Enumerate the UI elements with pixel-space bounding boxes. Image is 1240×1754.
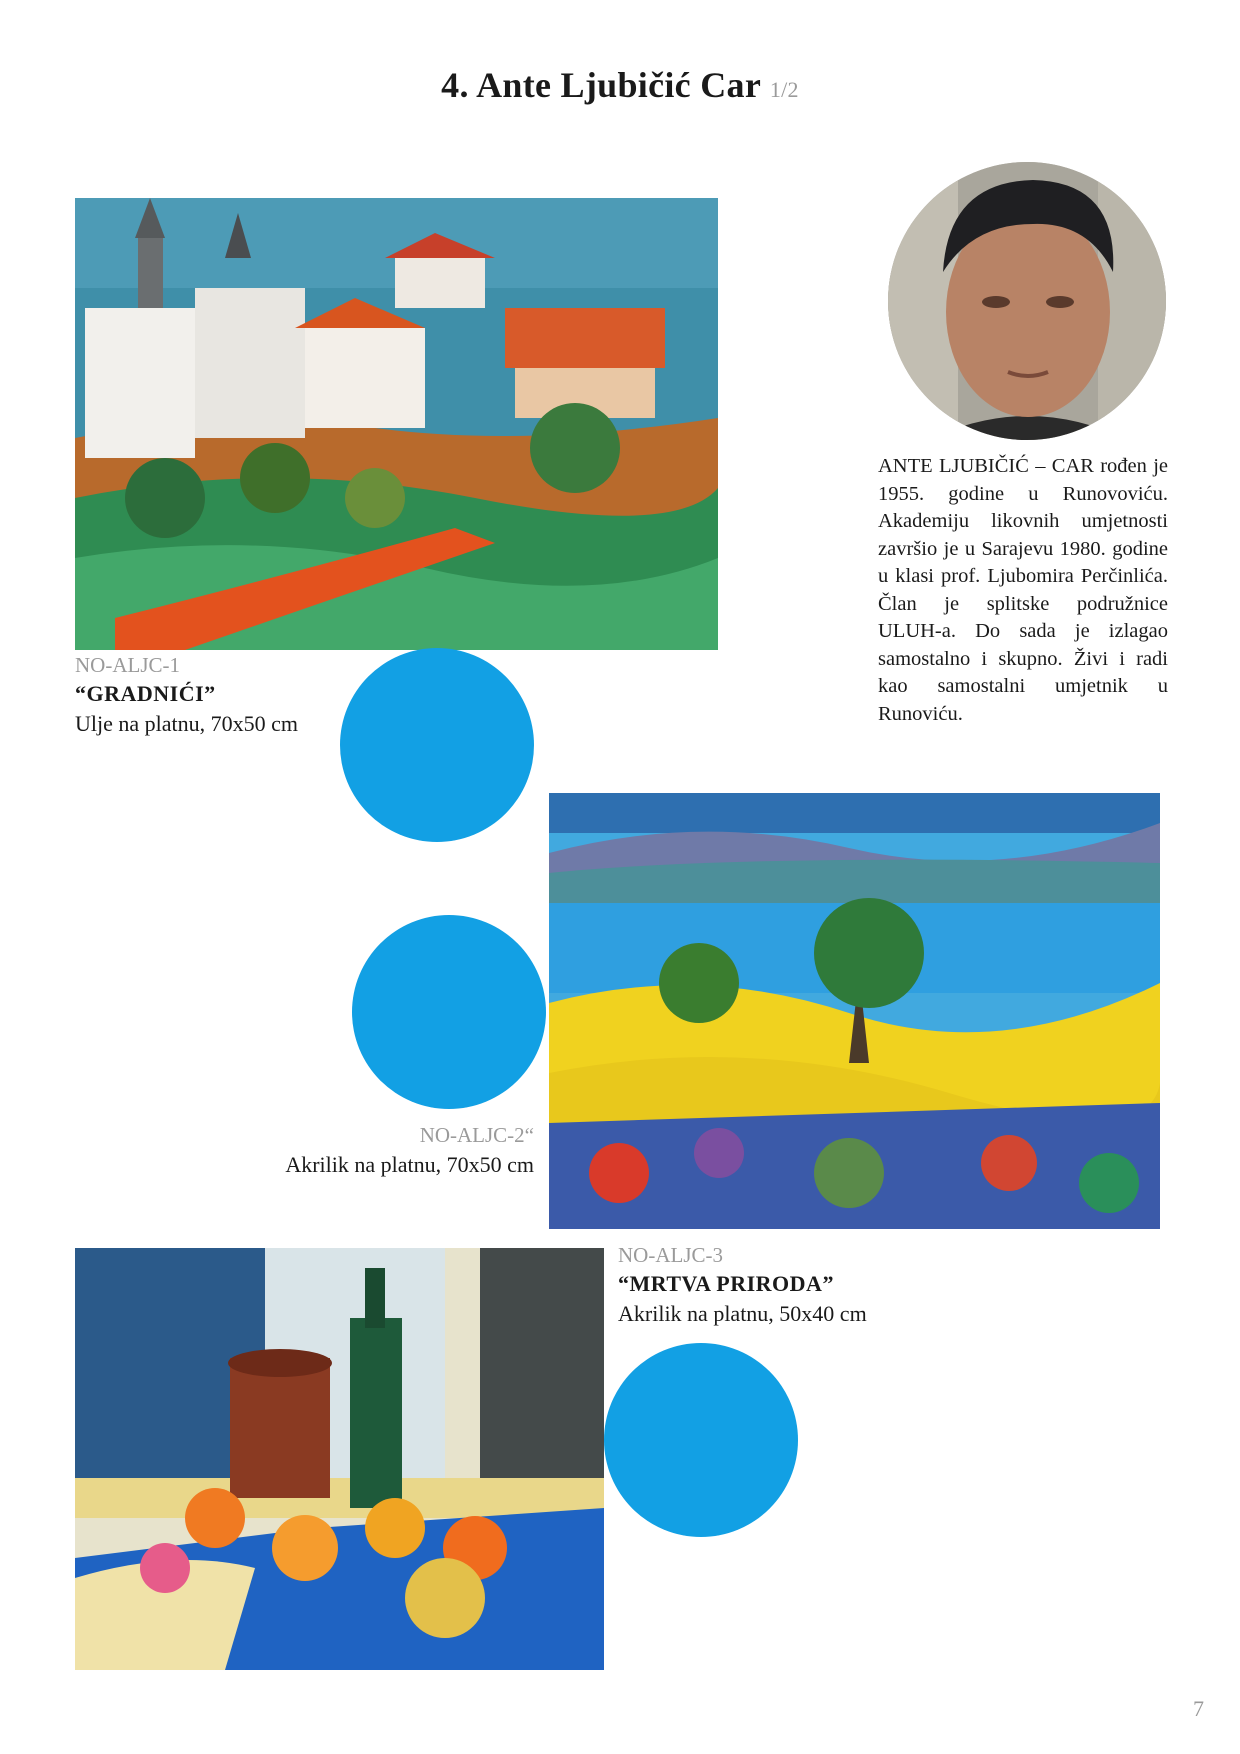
title-part: 1/2 bbox=[769, 77, 799, 102]
artwork-code: NO-ALJC-1 bbox=[75, 653, 180, 677]
accent-dot bbox=[352, 915, 546, 1109]
artwork-medium: Akrilik na platnu, 50x40 cm bbox=[618, 1301, 867, 1326]
artwork-caption-3 bbox=[618, 1243, 867, 1327]
page-number: 7 bbox=[1193, 1696, 1204, 1721]
artwork-medium: Ulje na platnu, 70x50 cm bbox=[75, 711, 299, 736]
artwork-code: NO-ALJC-3 bbox=[618, 1243, 723, 1267]
artwork-medium: Akrilik na platnu, 70x50 cm bbox=[285, 1152, 534, 1177]
painting-gradnici bbox=[75, 198, 718, 650]
artwork-caption-1 bbox=[75, 653, 298, 737]
artist-bio: ANTE LJUBIČIĆ – CAR rođen je 1955. godine u Runovoviću. Akademiju likovnih umjetnosti završio je u Sarajevu 1980. godine u klasi prof. Ljubomira Perčinlića. Član je splitske podružnice ULUH-a. Do sada je izlagao samostalno i skupno. Živi i radi kao samostalni umjetnik u Runoviću. bbox=[878, 455, 1168, 725]
page-title bbox=[0, 64, 1240, 106]
painting-mrtva-priroda bbox=[75, 1248, 604, 1670]
title-text: 4. Ante Ljubičić Car bbox=[441, 65, 761, 105]
accent-dot bbox=[340, 648, 534, 842]
painting-lake bbox=[549, 793, 1160, 1229]
artwork-title: “MRTVA PRIRODA” bbox=[618, 1271, 834, 1296]
artwork-caption-2 bbox=[180, 1123, 534, 1178]
artwork-title: “GRADNIĆI” bbox=[75, 681, 216, 706]
artist-portrait bbox=[888, 162, 1166, 440]
artwork-code: NO-ALJC-2“ bbox=[419, 1123, 534, 1147]
accent-dot bbox=[604, 1343, 798, 1537]
